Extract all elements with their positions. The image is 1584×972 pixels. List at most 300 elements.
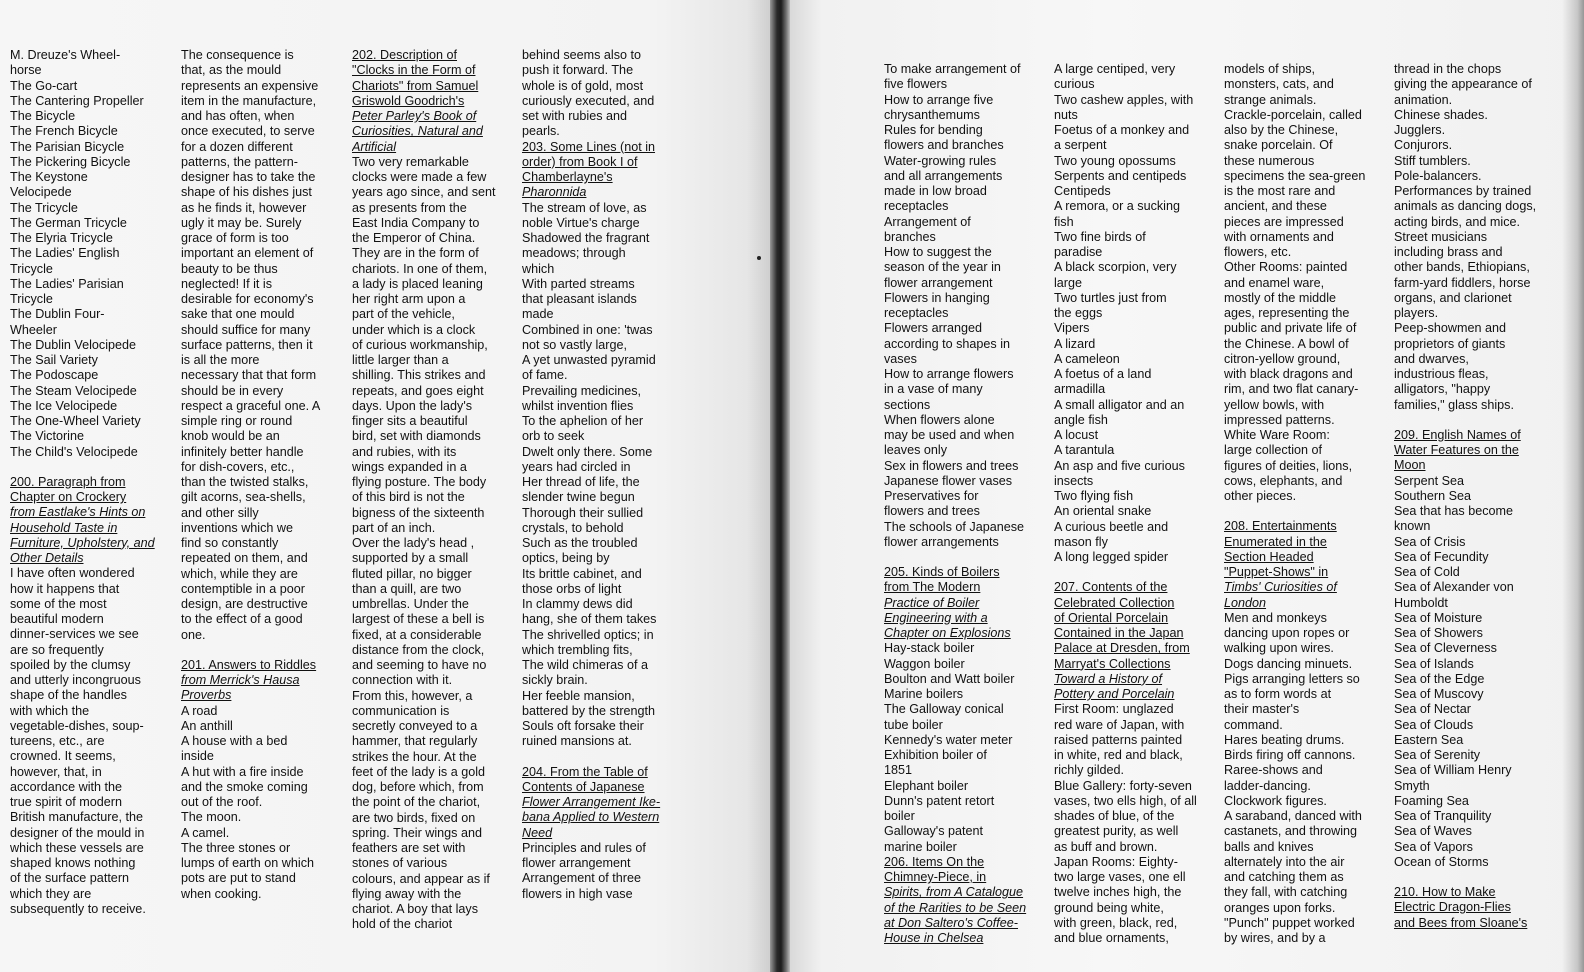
text-line: The Tricycle <box>10 200 78 215</box>
text-line: British manufacture, the <box>10 810 143 825</box>
text-line: Sea that has become <box>1394 504 1514 518</box>
text-line: pearls. <box>522 124 560 139</box>
text-line: Men and monkeys <box>1224 610 1327 625</box>
text-line: according to shapes in <box>884 336 1011 351</box>
text-line: Sea of Moisture <box>1394 610 1483 625</box>
section-heading-line: "Clocks in the Form of <box>352 63 476 78</box>
text-line: Foaming Sea <box>1394 793 1469 808</box>
text-line: vases, two ells high, of all <box>1054 793 1197 808</box>
section-heading-line: Flower Arrangement Ike- <box>522 795 661 809</box>
text-line: sections <box>884 397 931 412</box>
text-line: and has often, when <box>181 109 295 123</box>
text-line: The Go-cart <box>10 78 78 93</box>
text-line: Conjurors. <box>1394 138 1453 153</box>
text-line: Wheeler <box>10 322 57 337</box>
text-line: curiously executed, and <box>522 93 655 108</box>
text-line: richly gilded. <box>1054 763 1124 778</box>
text-line: neglected! If it is <box>181 276 273 291</box>
text-line: than the twisted stalks, <box>181 475 309 489</box>
text-line: whole is of gold, most <box>522 78 644 93</box>
text-line: paradise <box>1054 245 1103 259</box>
text-line: once executed, to serve <box>181 124 315 139</box>
text-line: horse <box>10 63 42 78</box>
text-line: The Child's Velocipede <box>10 444 138 459</box>
text-line: Sea of Nectar <box>1394 702 1472 717</box>
column-1 <box>10 48 170 917</box>
text-line: made in low broad <box>884 184 987 198</box>
text-line: grace of form is too <box>181 231 289 245</box>
text-line: animation. <box>1394 92 1453 107</box>
text-line: leaves only <box>884 443 948 458</box>
text-line: and blue ornaments, <box>1054 931 1169 945</box>
text-line: may be used and when <box>884 428 1015 442</box>
text-line: Sea of Crisis <box>1394 534 1466 549</box>
text-line: strange animals. <box>1224 92 1317 107</box>
section-heading-line: 201. Answers to Riddles <box>181 657 317 672</box>
text-line: marine boiler <box>884 839 957 854</box>
text-line: Performances by trained <box>1394 184 1532 198</box>
text-line: shaped knows nothing <box>10 856 136 870</box>
text-line: years ago since, and sent <box>352 185 496 200</box>
section-heading-line: Griswold Goodrich's <box>352 93 465 108</box>
text-line: Two turtles just from <box>1054 290 1167 305</box>
text-line: Sex in flowers and trees <box>884 458 1019 473</box>
text-line: Its brittle cabinet, and <box>522 566 642 581</box>
text-line: The Elyria Tricycle <box>10 231 113 245</box>
text-line: these numerous <box>1224 153 1315 168</box>
text-line: insects <box>1054 473 1094 488</box>
text-line: important an element of <box>181 246 314 261</box>
text-line: bigness of the sixteenth <box>352 505 485 520</box>
text-line: The consequence is <box>181 48 294 62</box>
text-line: A saraband, danced with <box>1224 809 1362 823</box>
text-line: The Cantering Propeller <box>10 93 144 108</box>
text-line: Sea of Serenity <box>1394 748 1481 762</box>
text-line: How to arrange flowers <box>884 367 1014 381</box>
text-line: inside <box>181 749 214 764</box>
text-line: strikes the hour. At the <box>352 749 477 764</box>
text-line: Sea of Cleverness <box>1394 641 1497 656</box>
text-line: finger sits a beautiful <box>352 414 468 428</box>
text-line: beautiful modern <box>10 612 104 626</box>
text-line: Stiff tumblers. <box>1394 153 1471 168</box>
text-line: models of ships, <box>1224 62 1315 76</box>
left-page <box>0 0 770 972</box>
text-line: pots are put to stand <box>181 871 296 886</box>
text-line: Hares beating drums. <box>1224 732 1345 747</box>
text-line: Her feeble mansion, <box>522 688 635 703</box>
text-line: The Pickering Bicycle <box>10 154 131 169</box>
text-line: The Sail Variety <box>10 353 98 367</box>
text-line: flowers and branches <box>884 138 1004 153</box>
section-heading-line: Section Headed <box>1224 549 1314 564</box>
text-line: The Podoscape <box>10 368 99 383</box>
section-heading-line: "Puppet-Shows" in <box>1224 565 1329 579</box>
text-line: figures of deities, lions, <box>1224 458 1353 473</box>
text-line: set with rubies and <box>522 109 628 123</box>
column-3 <box>352 48 512 933</box>
section-heading-line: Need <box>522 825 553 840</box>
text-line: ground being white, <box>1054 900 1164 915</box>
text-line: Dunn's patent retort <box>884 793 995 808</box>
text-line: shilling. This strikes and <box>352 368 486 383</box>
text-line: oranges upon forks. <box>1224 900 1336 915</box>
text-line: An anthill <box>181 718 233 733</box>
paragraph-gap <box>10 460 170 475</box>
text-line: walking upon wires. <box>1224 641 1334 656</box>
text-line: Galloway's patent <box>884 824 984 839</box>
text-line: her right arm upon a <box>352 292 466 306</box>
text-line: Jugglers. <box>1394 123 1446 137</box>
section-heading-line: Pottery and Porcelain <box>1054 687 1175 701</box>
section-heading-line: Chapter on Crockery <box>10 490 127 504</box>
text-line: the point of the chariot, <box>352 795 481 810</box>
text-line: and enamel ware, <box>1224 275 1325 290</box>
text-line: with black dragons and <box>1224 367 1353 381</box>
section-heading-line: Chamberlayne's <box>522 170 613 184</box>
text-line: monsters, cats, and <box>1224 77 1334 92</box>
text-line: contemptible in a poor <box>181 581 305 596</box>
text-line: not so vastly large, <box>522 337 627 352</box>
text-line: The wild chimeras of a <box>522 658 648 672</box>
text-line: Sea of Muscovy <box>1394 687 1484 701</box>
text-line: greatest purity, as well <box>1054 824 1179 839</box>
section-heading-line: Moon <box>1394 458 1426 473</box>
section-heading-line: Practice of Boiler <box>884 595 980 610</box>
text-line: designer of the mould in <box>10 825 145 840</box>
text-line: Serpents and centipeds <box>1054 168 1187 183</box>
ink-dot <box>757 256 761 260</box>
section-heading-line: at Don Saltero's Coffee- <box>884 915 1019 930</box>
text-line: The moon. <box>181 810 242 825</box>
section-heading-line: Electric Dragon-Flies <box>1394 900 1511 915</box>
text-line: public and private life of <box>1224 321 1357 336</box>
text-line: by wires, and by a <box>1224 931 1326 945</box>
text-line: fixed, at a considerable <box>352 627 482 642</box>
text-line: Pigs arranging letters so <box>1224 671 1360 686</box>
text-line: five flowers <box>884 77 947 92</box>
section-heading-line: of Oriental Porcelain <box>1054 610 1169 625</box>
text-line: The stream of love, as <box>522 200 647 215</box>
text-line: when cooking. <box>181 886 262 901</box>
text-line: also by the Chinese, <box>1224 123 1339 137</box>
text-line: hold of the chariot <box>352 917 453 932</box>
text-line: flower arrangement <box>884 275 993 290</box>
text-line: mostly of the middle <box>1224 290 1336 305</box>
text-line: receptacles <box>884 306 949 320</box>
text-line: The French Bicycle <box>10 124 118 139</box>
text-line: A camel. <box>181 825 230 840</box>
text-line: than a quill, are two <box>352 581 462 596</box>
text-line: Waggon boiler <box>884 656 965 671</box>
section-heading-line: Chariots" from Samuel <box>352 78 479 93</box>
text-line: mason fly <box>1054 534 1108 549</box>
text-line: dancing upon ropes or <box>1224 626 1350 640</box>
text-line: repeats, and goes eight <box>352 383 484 398</box>
text-line: patterns, the pattern- <box>181 154 298 169</box>
text-line: Sea of Tranquility <box>1394 809 1492 823</box>
text-line: The Ladies' English <box>10 246 120 261</box>
text-line: Japanese flower vases <box>884 473 1013 488</box>
text-line: Pole-balancers. <box>1394 168 1482 183</box>
text-line: chrysanthemums <box>884 107 980 122</box>
text-line: crowned. It seems, <box>10 749 116 764</box>
section-heading-line: of the Rarities to be Seen <box>884 900 1027 915</box>
text-line: they fall, with catching <box>1224 885 1348 900</box>
section-heading-line: Pharonnida <box>522 185 587 200</box>
text-line: pieces are impressed <box>1224 214 1344 229</box>
text-line: their master's <box>1224 702 1300 717</box>
text-line: large <box>1054 275 1083 290</box>
text-line: Eastern Sea <box>1394 732 1464 747</box>
text-line: simple ring or round <box>181 414 293 428</box>
text-line: Serpent Sea <box>1394 473 1465 488</box>
text-line: design, are destructive <box>181 597 308 611</box>
text-line: in a vase of many <box>884 382 983 397</box>
text-line: 1851 <box>884 763 913 778</box>
text-line: branches <box>884 229 936 244</box>
text-line: A cameleon <box>1054 351 1120 366</box>
text-line: optics, being by <box>522 551 610 566</box>
text-line: a serpent <box>1054 138 1107 153</box>
section-heading-line: Spirits, from A Catalogue <box>884 885 1024 900</box>
text-line: angle fish <box>1054 412 1108 427</box>
text-line: With parted streams <box>522 276 635 291</box>
text-line: ages, representing the <box>1224 306 1350 320</box>
book-gutter <box>770 0 790 972</box>
text-line: ruined mansions at. <box>522 734 632 749</box>
text-line: flowers, etc. <box>1224 245 1292 259</box>
text-line: specimens the sea-green <box>1224 168 1366 183</box>
text-line: item in the manufacture, <box>181 93 317 108</box>
text-line: Tricycle <box>10 261 53 276</box>
text-line: Vipers <box>1054 321 1090 336</box>
text-line: alternately into the air <box>1224 854 1345 869</box>
text-line: rim, and two flat canary- <box>1224 382 1359 397</box>
text-line: other bands, Ethiopians, <box>1394 260 1530 275</box>
section-heading-line: House in Chelsea <box>884 931 984 945</box>
text-line: Peep-showmen and <box>1394 321 1507 336</box>
text-line: A foetus of a land <box>1054 367 1152 381</box>
text-line: for a dozen different <box>181 139 293 154</box>
text-line: shades of blue, of the <box>1054 809 1175 823</box>
text-line: Foetus of a monkey and <box>1054 123 1190 137</box>
text-line: feet of the lady is a gold <box>352 764 486 779</box>
text-line: Water-growing rules <box>884 153 997 168</box>
text-line: represents an expensive <box>181 78 319 93</box>
text-line: is the most rare and <box>1224 184 1336 198</box>
section-heading-line: 208. Entertainments <box>1224 519 1337 534</box>
section-heading-line: Timbs' Curiosities of <box>1224 580 1337 595</box>
section-heading-line: 204. From the Table of <box>522 764 648 779</box>
text-line: giving the appearance of <box>1394 77 1532 92</box>
text-line: flowers in high vase <box>522 886 633 901</box>
text-line: other pieces. <box>1224 489 1297 503</box>
text-line: The Galloway conical <box>884 702 1004 717</box>
column-4 <box>522 48 682 902</box>
text-line: Sea of the Edge <box>1394 671 1485 686</box>
text-line: Birds firing off cannons. <box>1224 748 1356 762</box>
text-line: The shrivelled optics; in <box>522 627 654 642</box>
text-line: families," glass ships. <box>1394 397 1514 412</box>
text-line: are two birds, fixed on <box>352 810 476 825</box>
text-line: should be in every <box>181 383 284 398</box>
text-line: From this, however, a <box>352 688 473 703</box>
text-line: Shadowed the fragrant <box>522 231 650 245</box>
text-line: clocks were made a few <box>352 170 487 184</box>
text-line: which <box>522 261 555 276</box>
text-line: with green, black, red, <box>1054 915 1178 930</box>
section-heading-line: Curiosities, Natural and <box>352 124 483 139</box>
text-line: sake that one mould <box>181 307 295 322</box>
text-line: Such as the troubled <box>522 536 638 550</box>
text-line: ugly it may be. Surely <box>181 215 302 230</box>
text-line: gilt acorns, sea-shells, <box>181 490 306 505</box>
text-line: part of an inch. <box>352 520 436 535</box>
text-line: wings expanded in a <box>352 459 467 474</box>
text-line: How to arrange five <box>884 92 994 107</box>
text-line: A remora, or a sucking <box>1054 199 1180 214</box>
text-line: distance from the clock, <box>352 642 485 657</box>
text-line: A large centiped, very <box>1054 62 1176 76</box>
section-heading-line: Artificial <box>352 139 397 154</box>
text-line: Sea of Fecundity <box>1394 549 1489 564</box>
text-line: Centipeds <box>1054 184 1111 198</box>
text-line: castanets, and throwing <box>1224 824 1358 839</box>
section-heading-line: from Merrick's Hausa <box>181 673 300 687</box>
text-line: and dwarves, <box>1394 351 1469 366</box>
text-line: A house with a bed <box>181 734 288 748</box>
text-line: The German Tricycle <box>10 215 127 230</box>
text-line: The Dublin Four- <box>10 307 105 322</box>
text-line: whilst invention flies <box>522 398 634 413</box>
text-line: largest of these a bell is <box>352 612 485 627</box>
paragraph-gap <box>1224 504 1384 519</box>
text-line: A hut with a fire inside <box>181 764 304 779</box>
text-line: out of the roof. <box>181 795 263 809</box>
text-line: Ocean of Storms <box>1394 854 1489 869</box>
text-line: which they are <box>10 886 92 901</box>
text-line: vegetable-dishes, soup- <box>10 718 144 733</box>
text-line: and rubies, with its <box>352 444 457 459</box>
text-line: tube boiler <box>884 717 943 732</box>
text-line: orb to seek <box>522 429 585 444</box>
section-heading-line: from The Modern <box>884 580 981 595</box>
text-line: The Ice Velocipede <box>10 398 118 413</box>
text-line: dog, before which, from <box>352 780 484 794</box>
text-line: The Dublin Velocipede <box>10 337 137 352</box>
text-line: impressed patterns. <box>1224 412 1335 427</box>
section-heading-line: Water Features on the <box>1394 443 1519 457</box>
text-line: flying away with the <box>352 886 462 901</box>
text-line: industrious fleas, <box>1394 367 1489 381</box>
text-line: spoiled by the clumsy <box>10 657 131 672</box>
text-line: Arrangement of three <box>522 871 642 886</box>
text-line: secretly conveyed to a <box>352 719 478 733</box>
text-line: find so constantly <box>181 536 279 550</box>
column-7 <box>1224 62 1384 946</box>
section-heading-line: Chapter on Explosions <box>884 626 1011 640</box>
text-line: Other Rooms: painted <box>1224 260 1348 275</box>
text-line: A lizard <box>1054 336 1096 351</box>
text-line: one. <box>181 627 206 642</box>
text-line: to the effect of a good <box>181 612 303 627</box>
text-line: chariots. In one of them, <box>352 261 488 276</box>
text-line: Exhibition boiler of <box>884 748 987 762</box>
section-heading-line: 209. English Names of <box>1394 427 1521 442</box>
text-line: that pleasant islands <box>522 292 637 306</box>
text-line: Thorough their sullied <box>522 505 644 520</box>
text-line: designer has to take the <box>181 170 316 184</box>
text-line: Sea of Vapors <box>1394 839 1473 854</box>
text-line: infinitely better handle <box>181 444 304 459</box>
text-line: hammer, that regularly <box>352 734 478 749</box>
text-line: connection with it. <box>352 673 453 688</box>
section-heading-line: Proverbs <box>181 688 232 703</box>
text-line: command. <box>1224 717 1283 732</box>
text-line: as he finds it, however <box>181 200 307 215</box>
text-line: Two young opossums <box>1054 153 1176 168</box>
text-line: as buff and brown. <box>1054 839 1158 854</box>
text-line: The Bicycle <box>10 109 76 123</box>
text-line: beauty to be thus <box>181 261 278 276</box>
text-line: Sea of Cold <box>1394 565 1460 579</box>
text-line: ladder-dancing. <box>1224 778 1311 793</box>
text-line: dinner-services we see <box>10 627 139 642</box>
text-line: Velocipede <box>10 185 72 200</box>
text-line: A long legged spider <box>1054 550 1169 564</box>
text-line: days. Upon the lady's <box>352 398 473 413</box>
text-line: Marine boilers <box>884 687 964 701</box>
text-line: meadows; through <box>522 246 626 261</box>
text-line: The Steam Velocipede <box>10 383 137 398</box>
section-heading-line: 210. How to Make <box>1394 885 1496 899</box>
text-line: organs, and clarionet <box>1394 290 1512 305</box>
text-line: Tricycle <box>10 292 53 306</box>
text-line: The One-Wheel Variety <box>10 414 141 428</box>
text-line: Southern Sea <box>1394 488 1472 503</box>
paragraph-gap <box>1054 565 1214 580</box>
text-line: Two flying fish <box>1054 489 1134 503</box>
section-heading-line: Enumerated in the <box>1224 534 1327 549</box>
text-line: The Victorine <box>10 429 84 444</box>
text-line: Her thread of life, the <box>522 475 640 489</box>
column-2 <box>181 48 341 902</box>
page-edge-shadow <box>1562 0 1584 972</box>
text-line: To make arrangement of <box>884 62 1021 76</box>
text-line: A tarantula <box>1054 443 1115 458</box>
text-line: Flowers in hanging <box>884 290 990 305</box>
text-line: Japan Rooms: Eighty- <box>1054 854 1178 869</box>
text-line: push it forward. The <box>522 63 634 78</box>
section-heading-line: Palace at Dresden, from <box>1054 641 1190 656</box>
text-line: players. <box>1394 306 1439 320</box>
text-line: Over the lady's head , <box>352 536 475 550</box>
text-line: and other silly <box>181 505 259 520</box>
text-line: First Room: unglazed <box>1054 702 1174 717</box>
text-line: Crackle-porcelain, called <box>1224 107 1362 122</box>
text-line: cows, elephants, and <box>1224 473 1343 488</box>
text-line: true spirit of modern <box>10 795 122 809</box>
text-line: of fame. <box>522 368 568 383</box>
section-heading-line: from Eastlake's Hints on <box>10 505 146 520</box>
text-line: M. Dreuze's Wheel- <box>10 48 121 62</box>
text-line: A small alligator and an <box>1054 397 1185 412</box>
text-line: Elephant boiler <box>884 778 969 793</box>
text-line: The three stones or <box>181 840 291 855</box>
text-line: feathers are set with <box>352 841 466 855</box>
text-line: that, as the mould <box>181 63 282 78</box>
